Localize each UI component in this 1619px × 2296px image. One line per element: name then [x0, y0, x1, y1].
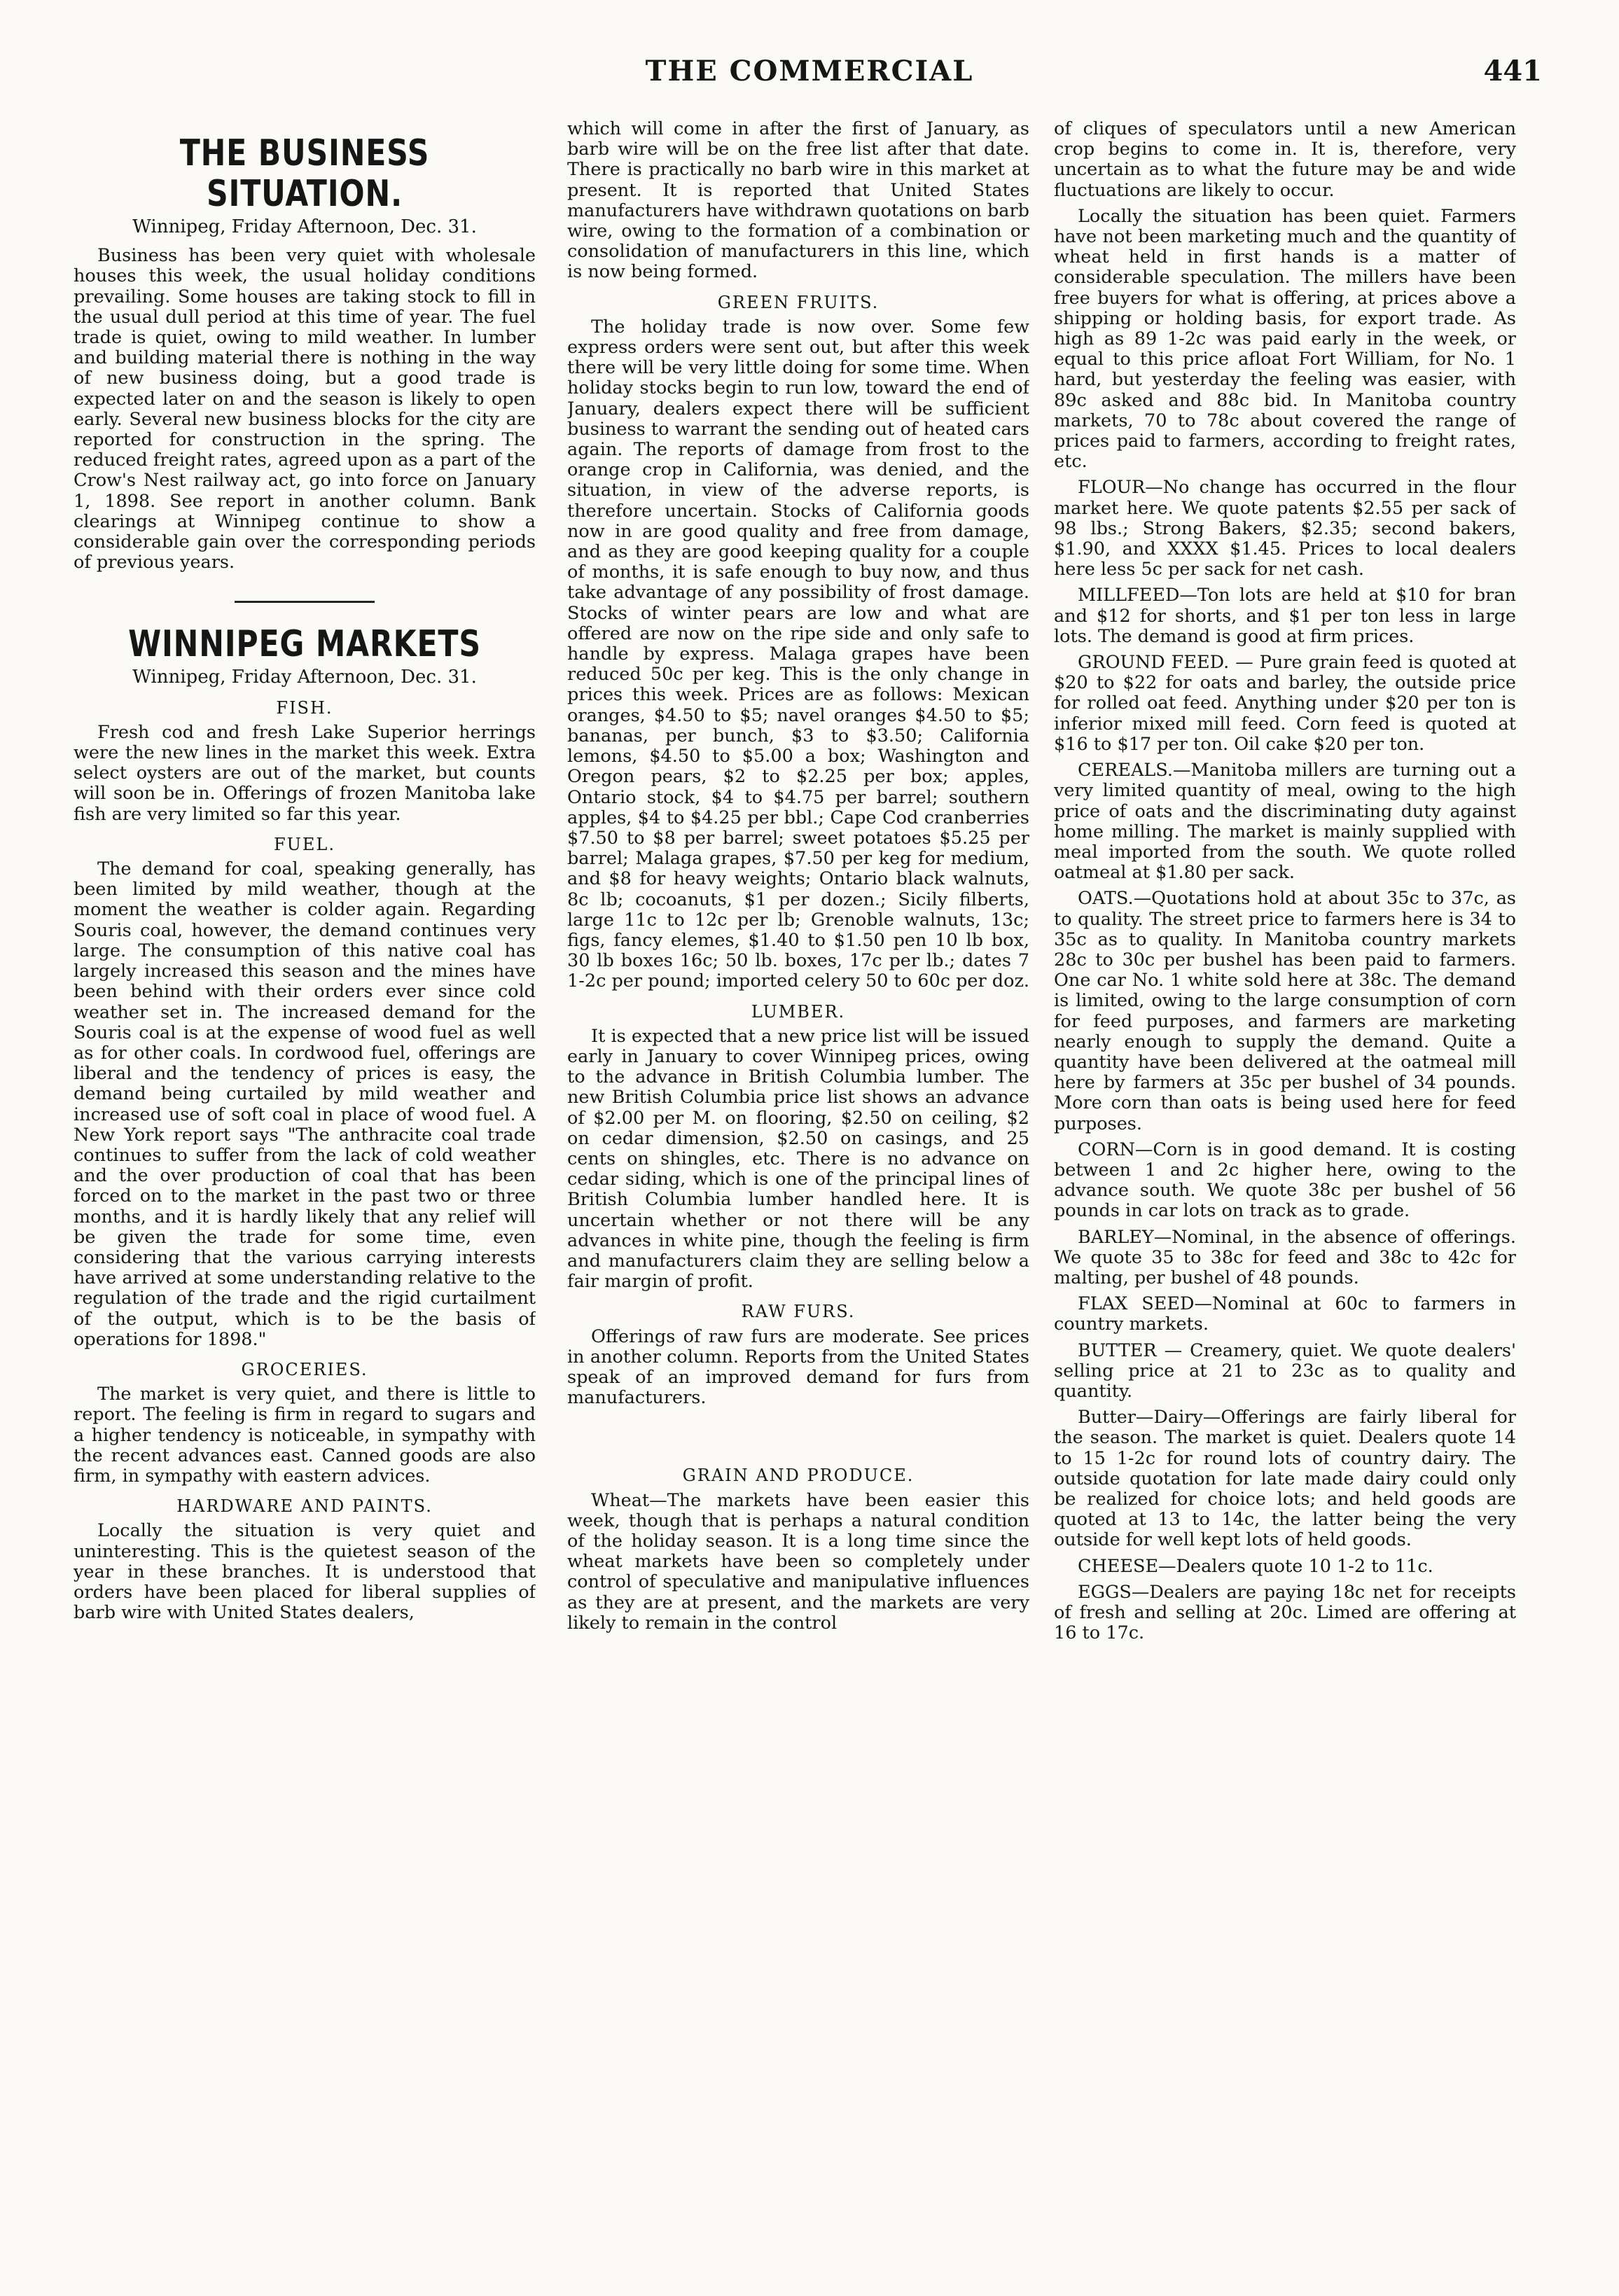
cereals-text: CEREALS.—Manitoba millers are turning out a very limited quantity of meal, owing to the high price of oats and the discriminating duty against home milling. The market is mainly supplied with meal imported from the south. We quote rolled oatmeal at $1.80 per sack. — [1054, 760, 1516, 884]
ground-feed-text: GROUND FEED. — Pure grain feed is quoted at $20 to $22 for oats and barley, the outside price for rolled oat feed. Anything under $20 per ton is inferior mixed mill feed. Corn feed is quoted at $16 to $17 per ton. Oil cake $20 per ton. — [1054, 652, 1516, 755]
page-number: 441 — [1483, 55, 1542, 88]
section-divider — [235, 601, 375, 603]
butter-creamery-text: BUTTER — Creamery, quiet. We quote dealers' selling price at 21 to 23c as to quality and quantity. — [1054, 1340, 1516, 1402]
masthead — [63, 55, 1556, 104]
winnipeg-markets-heading: WINNIPEG MARKETS — [128, 623, 481, 666]
business-situation-dateline: Winnipeg, Friday Afternoon, Dec. 31. — [132, 216, 477, 237]
fuel-text: The demand for coal, speaking generally, has been limited by mild weather, though at the moment the weather is colder again. Regarding Souris coal, however, the demand continues very large. The consumption of this native coal has largely increased this season and the mines have been behind with their orders ever since cold weather set in. The increased demand for the Souris coal is at the expense of wood fuel as well as for other coals. In cordwood fuel, offerings are liberal and the tendency of prices is easy, the demand being curtailed by mild weather and increased use of soft coal in place of wood fuel. A New York report says "The anthracite coal trade continues to suffer from the lack of cold weather and the over production of coal that has been forced on to the market in the past two or three months, and it is hardly likely that any relief will be given the trade for some time, even considering that the various carrying interests have arrived at some understanding relative to the regulation of the trade and the rigid curtailment of the output, which is to be the basis of operations for 1898." — [74, 858, 536, 1350]
winnipeg-markets-dateline: Winnipeg, Friday Afternoon, Dec. 31. — [132, 667, 477, 688]
flax-seed-text: FLAX SEED—Nominal at 60c to farmers in country markets. — [1054, 1293, 1516, 1335]
publication-title: THE COMMERCIAL — [645, 55, 974, 88]
hardware-heading: HARDWARE AND PAINTS. — [176, 1496, 433, 1517]
green-fruits-heading: GREEN FRUITS. — [717, 292, 880, 312]
raw-furs-heading: RAW FURS. — [741, 1302, 856, 1322]
hardware-continued-text: which will come in after the first of January, as barb wire will be on the free list after that date. There is practically no barb wire in this market at present. It is reported that United States manufacturers have withdrawn quotations on barb wire, owing to the formation of a combination or consolidation of manufacturers in this line, which is now being formed. — [567, 119, 1029, 283]
fuel-heading: FUEL. — [274, 834, 335, 854]
cheese-text: CHEESE—Dealers quote 10 1-2 to 11c. — [1078, 1555, 1433, 1577]
business-situation-text: Business has been very quiet with wholesale houses this week, the usual holiday conditions prevailing. Some houses are taking stock to fill in the usual dull period at this time of year. The fuel trade is quiet, owing to mild weather. In lumber and building material there is nothing in the way of new business doing, but a good trade is expected later on and the season is likely to open early. Several new business blocks for the city are reported for construction in the spring. The reduced freight rates, agreed upon as a part of the Crow's Nest railway act, go into force on January 1, 1898. See report in another column. Bank clearings at Winnipeg continue to show a considerable gain over the corresponding periods of previous years. — [74, 245, 536, 573]
groceries-heading: GROCERIES. — [241, 1359, 368, 1379]
grain-continued-text: of cliques of speculators until a new American crop begins to come in. It is, therefore, very uncertain as to what the future may be and wide fluctuations are likely to occur. — [1054, 119, 1516, 201]
local-wheat-text: Locally the situation has been quiet. Farmers have not been marketing much and the quantity of wheat held in first hands is a matter of considerable speculation. The millers have been free buyers for what is offering, at prices above a shipping or holding basis, for export trade. As high as 89 1-2c was paid early in the week, or equal to this price afloat Fort William, for No. 1 hard, but yesterday the feeling was easier, with 89c asked and 88c bid. In Manitoba country markets, 70 to 78c about covered the range of prices paid to farmers, according to freight rates, etc. — [1054, 205, 1516, 473]
grain-produce-text: Wheat—The markets have been easier this week, though that is perhaps a natural condition of the holiday season. It is a long time since the wheat markets have been so completely under control of speculative and manipulative influences as they are at present, and the markets are very likely to remain in the control — [567, 1489, 1029, 1634]
column-gap — [567, 1414, 1029, 1456]
hardware-text: Locally the situation is very quiet and uninteresting. This is the quietest season of the year in these branches. It is understood that orders have been placed for liberal supplies of barb wire with United States dealers, — [74, 1520, 536, 1624]
barley-text: BARLEY—Nominal, in the absence of offerings. We quote 35 to 38c for feed and 38c to 42c for malting, per bushel of 48 pounds. — [1054, 1226, 1516, 1288]
lumber-heading: LUMBER. — [751, 1001, 846, 1022]
lumber-text: It is expected that a new price list will be issued early in January to cover Winnipeg prices, owing to the advance in British Columbia lumber. The new British Columbia price list shows an advance of $2.00 per M. on flooring, $2.50 on ceiling, $2 on cedar dimension, $2.50 on casings, and 25 cents on shingles, etc. There is no advance on cedar siding, which is one of the principal lines of British Columbia lumber handled here. It is uncertain whether or not there will be any advances in white pine, though the feeling is firm and manufacturers claim they are selling below a fair margin of profit. — [567, 1025, 1029, 1293]
corn-text: CORN—Corn is in good demand. It is costing between 1 and 2c higher here, owing to the advance south. We quote 38c per bushel of 56 pounds in car lots on track as to grade. — [1054, 1139, 1516, 1222]
business-situation-heading: THE BUSINESS SITUATION. — [179, 132, 430, 215]
millfeed-text: MILLFEED—Ton lots are held at $10 for bran and $12 for shorts, and $1 per ton less in large lots. The demand is good at firm prices. — [1054, 585, 1516, 647]
column-1 — [74, 119, 536, 2262]
butter-dairy-text: Butter—Dairy—Offerings are fairly liberal for the season. The market is quiet. Dealers quote 14 to 15 1-2c for round lots of country dairy. The outside quotation for late made dairy could only be realized for choice lots; and held goods are quoted at 13 to 14c, the latter being the very outside for well kept lots of held goods. — [1054, 1407, 1516, 1551]
eggs-text: EGGS—Dealers are paying 18c net for receipts of fresh and selling at 20c. Limed are offering at 16 to 17c. — [1054, 1581, 1516, 1644]
column-3 — [1054, 119, 1516, 2262]
green-fruits-text: The holiday trade is now over. Some few express orders were sent out, but after this week there will be very little doing for some time. When holiday stocks begin to run low, toward the end of January, dealers expect there will be sufficient business to warrant the sending out of heated cars again. The reports of damage from frost to the orange crop in California, was denied, and the situation, in view of the adverse reports, is therefore uncertain. Stocks of California goods now in are good quality and free from damage, and as they are good keeping quality for a couple of months, it is safe enough to buy now, and thus take advantage of any possibility of frost damage. Stocks of winter pears are low and what are offered are now on the ripe side and only safe to handle by express. Malaga grapes have been reduced 50c per keg. This is the only change in prices this week. Prices are as follows: Mexican oranges, $4.50 to $5; navel oranges $4.50 to $5; bananas, per bunch, $3 to $3.50; California lemons, $4.50 to $5.00 a box; Washington and Oregon pears, $2 to $2.25 per box; apples, Ontario stock, $4 to $4.75 per barrel; southern apples, $4 to $4.25 per bbl.; Cape Cod cranberries $7.50 to $8 per barrel; sweet potatoes $5.25 per barrel; Malaga grapes, $7.50 per keg for medium, and $8 for heavy weights; Ontario black walnuts, 8c lb; cocoanuts, $1 per dozen.; Sicily filberts, large 11c to 12c per lb; Grenoble walnuts, 13c; figs, fancy elemes, $1.40 to $1.50 pen 10 lb box, 30 lb boxes 16c; 50 lb. boxes, 17c per lb.; dates 7 1-2c per pound; imported celery 50 to 60c per doz. — [567, 316, 1029, 992]
flour-text: FLOUR—No change has occurred in the flour market here. We quote patents $2.55 per sack of 98 lbs.; Strong Bakers, $2.35; second bakers, $1.90, and XXXX $1.45. Prices to local dealers here less 5c per sack for net cash. — [1054, 477, 1516, 580]
raw-furs-text: Offerings of raw furs are moderate. See prices in another column. Reports from the United States speak of an improved demand for furs from manufacturers. — [567, 1326, 1029, 1409]
fish-heading: FISH. — [276, 697, 333, 718]
groceries-text: The market is very quiet, and there is little to report. The feeling is firm in regard to sugars and a higher tendency is noticeable, in sympathy with the recent advances east. Canned goods are also firm, in sympathy with eastern advices. — [74, 1384, 536, 1487]
fish-text: Fresh cod and fresh Lake Superior herrings were the new lines in the market this week. Extra select oysters are out of the market, but counts will soon be in. Offerings of frozen Manitoba lake fish are very limited so far this year. — [74, 721, 536, 825]
oats-text: OATS.—Quotations hold at about 35c to 37c, as to quality. The street price to farmers here is 34 to 35c as to quality. In Manitoba country markets 28c to 30c per bushel has been paid to farmers. One car No. 1 white sold here at 38c. The demand is limited, owing to the large consumption of corn for feed purposes, and farmers are marketing nearly enough to supply the demand. Quite a quantity have been delivered at the oatmeal mill here by farmers at 35c per bushel of 34 pounds. More corn than oats is being used here for feed purposes. — [1054, 888, 1516, 1134]
column-2 — [567, 119, 1029, 2262]
grain-produce-heading: GRAIN AND PRODUCE. — [682, 1466, 915, 1486]
